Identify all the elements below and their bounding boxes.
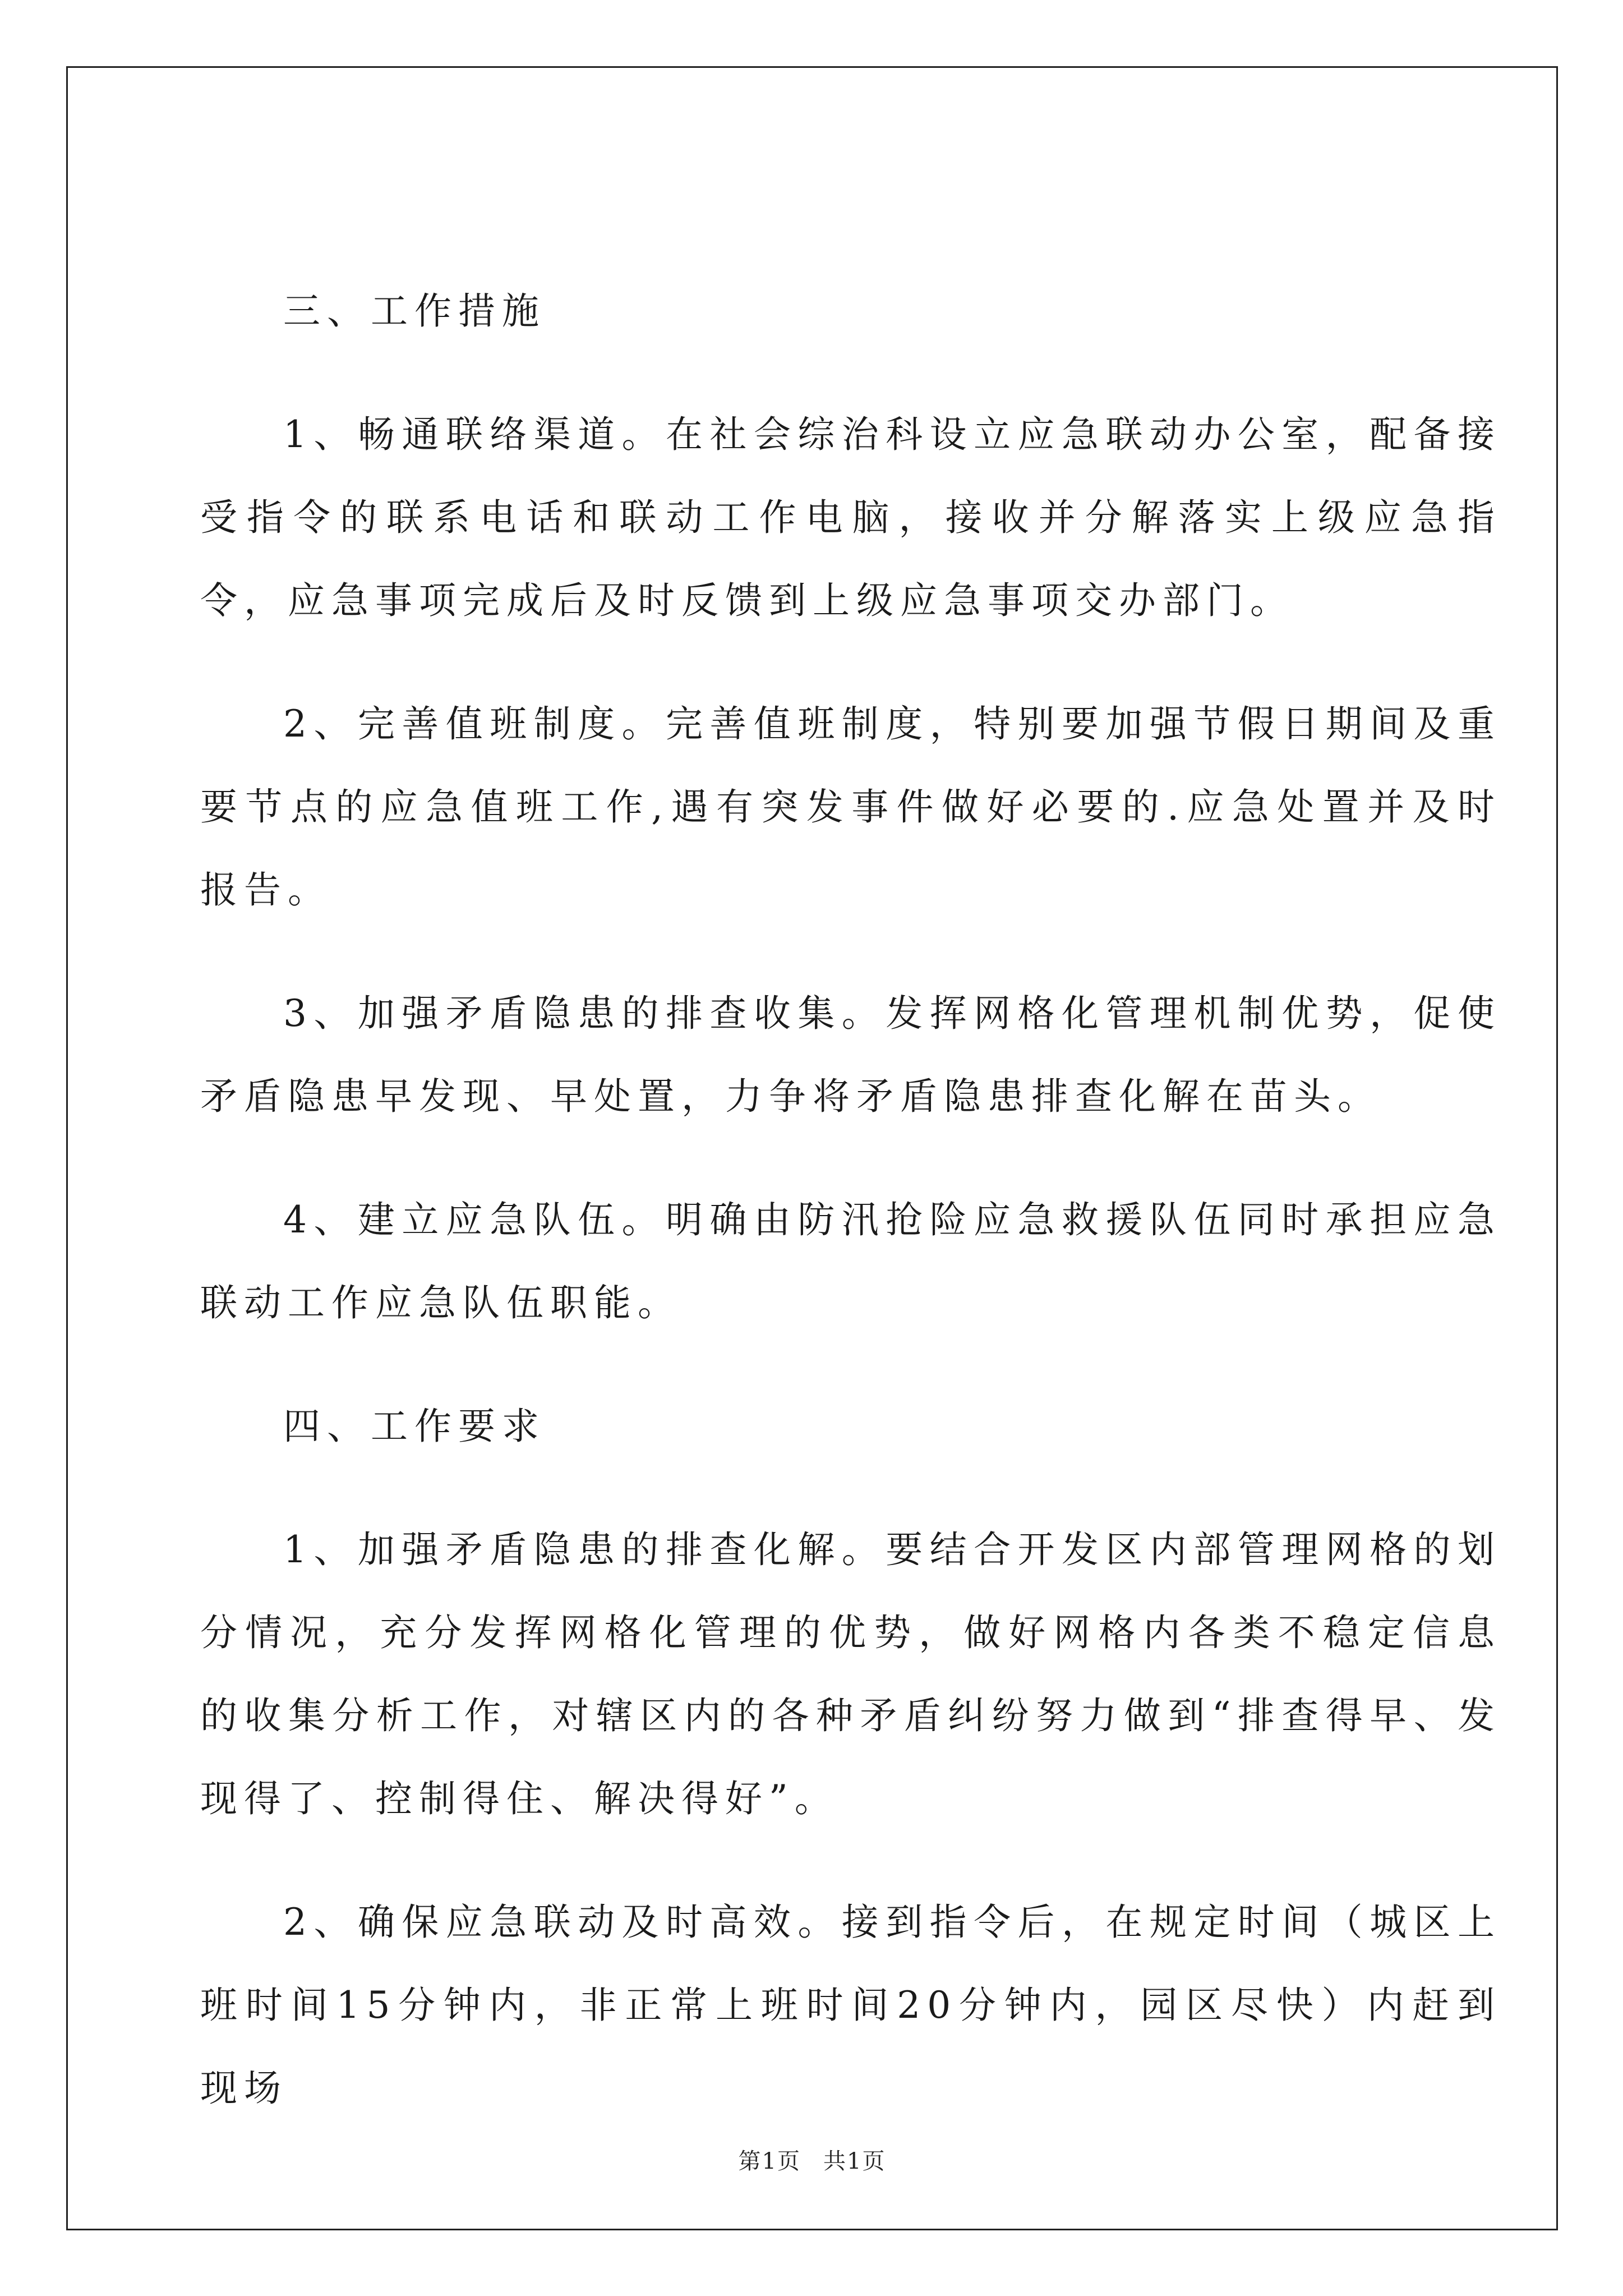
page-number: 第1页 bbox=[738, 2148, 801, 2174]
paragraph-contact-channels: 1、畅通联络渠道。在社会综治科设立应急联动办公室，配备接受指令的联系电话和联动工作电脑，接收并分解落实上级应急指令，应急事项完成后及时反馈到上级应急事项交办部门。 bbox=[200, 413, 1501, 622]
paragraph-duty-system: 2、完善值班制度。完善值班制度，特别要加强节假日期间及重要节点的应急值班工作,遇有突发事件做好必要的.应急处置并及时报告。 bbox=[200, 702, 1501, 912]
page-frame bbox=[66, 66, 1558, 2230]
section-heading-measures: 三、工作措施 bbox=[283, 289, 546, 333]
paragraph-risk-screening: 3、加强矛盾隐患的排查收集。发挥网格化管理机制优势，促使矛盾隐患早发现、早处置，力争将矛盾隐患排查化解在苗头。 bbox=[200, 992, 1501, 1118]
page-total: 共1页 bbox=[823, 2148, 886, 2174]
paragraph-emergency-team: 4、建立应急队伍。明确由防汛抢险应急救援队伍同时承担应急联动工作应急队伍职能。 bbox=[200, 1198, 1501, 1324]
paragraph-conflict-resolution: 1、加强矛盾隐患的排查化解。要结合开发区内部管理网格的划分情况，充分发挥网格化管理的优势，做好网格内各类不稳定信息的收集分析工作，对辖区内的各种矛盾纠纷努力做到“排查得早、发现得了、控制得住、解决得好”。 bbox=[200, 1528, 1501, 1820]
page-footer bbox=[68, 2143, 1556, 2175]
document-body bbox=[200, 270, 1501, 2170]
section-heading-requirements: 四、工作要求 bbox=[283, 1405, 546, 1448]
paragraph-response-timeliness: 2、确保应急联动及时高效。接到指令后，在规定时间（城区上班时间15分钟内，非正常上班时间20分钟内，园区尽快）内赶到现场 bbox=[200, 1901, 1501, 2110]
